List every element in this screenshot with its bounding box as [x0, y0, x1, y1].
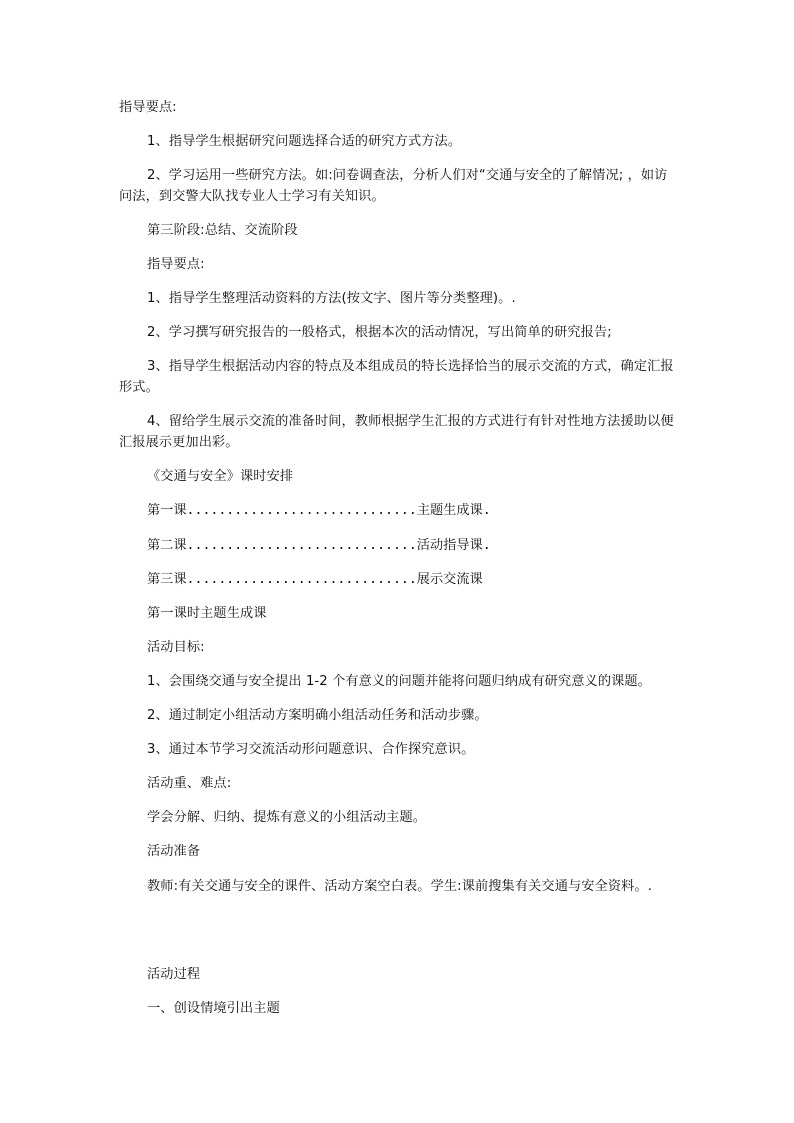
activity-goals-heading: 活动目标:	[147, 640, 205, 655]
preparation-text: 教师:有关交通与安全的课件、活动方案空白表。学生:课前搜集有关交通与安全资料。.	[147, 879, 653, 894]
key-points-text: 学会分解、归纳、提炼有意义的小组活动主题。	[147, 810, 427, 825]
lesson-schedule-heading: 《交通与安全》课时安排	[147, 469, 294, 484]
heading-guidance-points-2: 指导要点:	[147, 257, 205, 272]
heading-guidance-points: 指导要点:	[119, 100, 177, 115]
process-step-1: 一、创设情境引出主题	[147, 1001, 280, 1016]
key-points-heading: 活动重、难点:	[147, 776, 232, 791]
lesson-schedule-item-1: 第一课.............................主题生成课.	[147, 503, 491, 518]
stage-three-point-1: 1、指导学生整理活动资料的方法(按文字、图片等分类整理)。.	[147, 291, 516, 306]
preparation-heading: 活动准备	[147, 844, 201, 859]
guidance-point-1: 1、指导学生根据研究问题选择合适的研究方式方法。	[147, 134, 462, 149]
activity-goal-3: 3、通过本节学习交流活动形问题意识、合作探究意识。	[147, 742, 475, 757]
lesson-schedule-item-3: 第三课.............................展示交流课	[147, 572, 483, 587]
activity-goal-2: 2、通过制定小组活动方案明确小组活动任务和活动步骤。	[147, 708, 488, 723]
stage-three-point-2: 2、学习撰写研究报告的一般格式，根据本次的活动情况，写出简单的研究报告;	[147, 325, 612, 340]
first-lesson-heading: 第一课时主题生成课	[147, 606, 267, 621]
stage-three-point-4: 4、留给学生展示交流的准备时间，教师根据学生汇报的方式进行有针对性地方法援助以便汇报展示更加出彩。	[119, 414, 674, 450]
stage-three-heading: 第三阶段:总结、交流阶段	[147, 223, 298, 238]
guidance-point-2: 2、学习运用一些研究方法。如:问卷调查法，分析人们对“交通与安全的了解情况; ，如访问法，到交警大队找专业人士学习有关知识。	[119, 168, 668, 204]
activity-goal-1: 1、会围绕交通与安全提出 1-2 个有意义的问题并能将问题归纳成有研究意义的课题。	[147, 674, 651, 689]
activity-process-heading: 活动过程	[147, 967, 201, 982]
lesson-schedule-item-2: 第二课.............................活动指导课.	[147, 538, 491, 553]
stage-three-point-3: 3、指导学生根据活动内容的特点及本组成员的特长选择恰当的展示交流的方式，确定汇报形式。	[119, 359, 674, 395]
